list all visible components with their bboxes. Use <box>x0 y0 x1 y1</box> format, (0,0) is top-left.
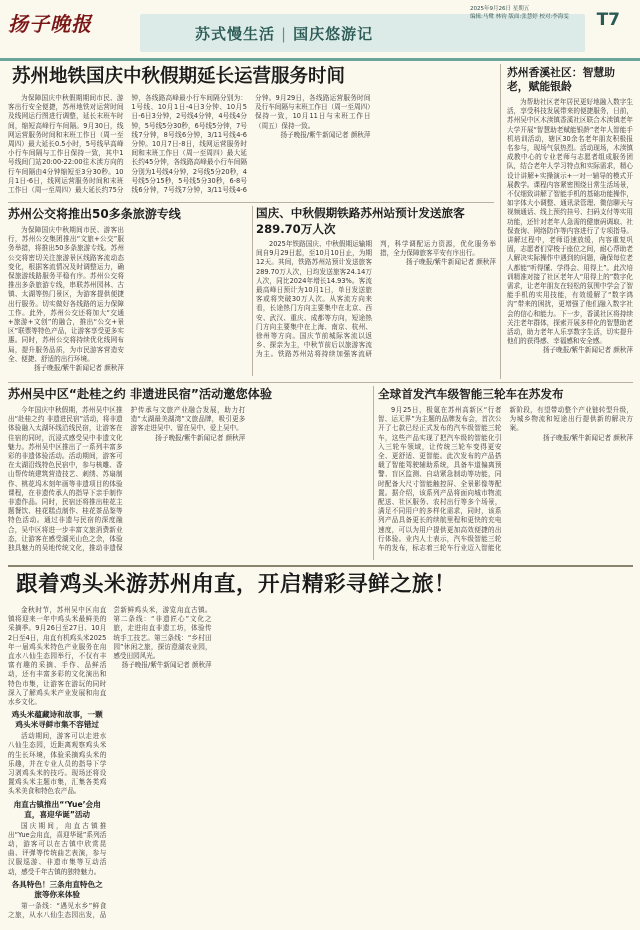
story-tricycle-body <box>378 406 633 560</box>
section-title <box>195 23 373 44</box>
story-bus-text: 为保障国庆中秋期间市民、游客出行，苏州公交集团推出“文旅+公交”服务举措，将推出50多条旅游专线。苏州公交将密切关注旅游景区线路客流动态变化，根据客流情况及时调整运力，确保旅游线路服务平稳有序。苏州公交将推出多条旅游专线，串联苏州园林、古镇、太湖等热门景区，为游客提供便捷出行服务。切实做好各线路的运力保障工作。此外，苏州公交还将加大“交通+旅游+文创”的融合，推出“公交+景区”联票等特色产品，让游客享受更多实惠。同时，苏州公交将持续优化线网布局，提升服务品质，为市民游客营造安全、便捷、舒适的出行环境。 <box>8 226 124 363</box>
story-feature-byline: 扬子晚报/紫牛新闻记者 颜秋萍 <box>121 661 212 670</box>
newspaper-logo: 扬子晚报 <box>8 12 92 36</box>
story-heritage-byline: 扬子晚报/紫牛新闻记者 颜秋萍 <box>155 433 246 442</box>
story-community-title: 苏州香溪社区：智慧助老，赋能银龄 <box>507 66 615 93</box>
subsection-name: 国庆悠游记 <box>293 25 374 43</box>
issue-date: 2025年9月26日 星期五 <box>470 6 530 12</box>
story-heritage-title: 苏州吴中区“赴桂之约 非遗进民宿”活动邀您体验 <box>8 387 273 401</box>
story-bus-title: 苏州公交将推出50多条旅游专线 <box>8 207 181 221</box>
page-header <box>0 0 640 58</box>
story-tricycle-text: 9月25日，极氪在苏州高新区“行者智、运无界”为主题的品牌发布会，首次公开了七款已经正式发布的汽车级智能三轮车，这些产品实现了把汽车级的智能化引入三轮车领域，让传统三轮车变得更安全、更舒适、更智能。此次发布的产品搭载了智能驾驶辅助系统，具备车道偏离预警、盲区监测、自动紧急制动等功能，同时配备大尺寸智能触控屏、全景影像等配置。据介绍，该系列产品将面向城市物流配送、社区服务、农村出行等多个场景，满足不同用户的多样化需求，同时，该系列产品具备更长的续航里程和更快的充电速度，可以为用户提供更加高效便捷的出行体验。业内人士表示，汽车级智能三轮车的发布，标志着三轮车行业迈入智能化新阶段，有望带动整个产业链转型升级，为城乡物流和短途出行提供新的解决方案。 <box>378 406 633 553</box>
story-feature-lead: 金秋时节，苏州吴中区甪直镇将迎来一年中鸡头米最鲜美的采摘季。9月26日至27日、10月2日至4日，甪直有机鸡头米2025年一届鸡头米特色产业服务在甪直水八仙生态园举行，不仅有丰富有趣的采摘、手作、品鲜活动，还有丰富多彩的文化演出和特色市集，让游客在游玩的同时深入了解鸡头米产业发展和甪直水乡文化。 <box>8 606 107 707</box>
story-bus-byline: 扬子晚报/紫牛新闻记者 颜秋萍 <box>33 364 124 373</box>
story-feature-text-1: 活动期间，游客可以走进水八仙生态园，近距离观察鸡头米的生长环境，体验采摘鸡头米的乐趣，并在专业人员的指导下学习剥鸡头米的技巧。现场还将设置鸡头米主题市集，汇集各类鸡头米美食和特色农产品。 <box>8 732 107 796</box>
story-bus-body <box>8 226 248 376</box>
column-divider <box>373 386 374 560</box>
story-feature-body <box>8 606 633 924</box>
story-feature-subhead-2: 甪直古镇推出“‘Yue’会甪直，喜迎华诞”活动 <box>13 799 101 819</box>
story-metro-byline: 扬子晚报/紫牛新闻记者 颜秋萍 <box>280 130 371 139</box>
story-railway-body <box>256 240 496 376</box>
story-community-byline: 扬子晚报/紫牛新闻记者 颜秋萍 <box>542 346 633 355</box>
story-railway-byline: 扬子晚报/紫牛新闻记者 颜秋萍 <box>405 258 496 267</box>
story-metro <box>8 64 494 200</box>
story-metro-title: 苏州地铁国庆中秋假期延长运营服务时间 <box>12 66 346 87</box>
story-feature-subhead-3: 各具特色！三条甪直特色之旅等你来体验 <box>11 879 103 899</box>
header-meta <box>470 5 570 21</box>
story-bus <box>8 206 248 378</box>
story-metro-text: 为保障国庆中秋假期期间市民、游客出行安全便捷，苏州地铁对运营时间及线网运行图进行调整，延长末班车时间，缩短高峰行车间隔。9月30日，线网运营服务时间和末班工作日（周一至周四）最大延长0.5小时，5号线早高峰小行车间隔与工作日保持一致，其中1号线间门站20:00-22:00往木渎方向的行车间隔由4分钟缩短至3分30秒。10月1日-6日，线网运营服务时间和末班工作日（周一至周四）最大延长约75分钟，各线路高峰最小行车间隔分别为：1号线、10月1日-4日3分钟、10月5日-6日3分钟，2号线4分钟，4号线4分钟，5号线5分30秒，6号线5分钟，7号线7分钟，8号线6分钟，3/11号线4-6分钟。10月7日-8日，线网运营服务时间和末班工作日（周一至周四）最大延长约45分钟，各线路高峰最小行车间隔分别为1号线4分钟，2号线5分20秒，4号线5分15秒，5号线5分30秒，6-8号线6分钟，7号线7分钟，3/11号线4-6分钟。9月29日，各线路运营服务时间及行车间隔与末班工作日（周一至周四）保持一致，10月11日与末班工作日（周五）保持一致。 <box>8 94 371 195</box>
story-community-body <box>507 98 633 378</box>
story-community-text: 为帮助社区老年居民更好地融入数字生活，享受科技发展带来的便捷服务，日前，苏州吴中区木渎镇香溪社区联合木渎镇老年大学开展“智慧助老赋能银龄”老年人智能手机培训活动，辖区30余名老年朋友积极报名参与，现场气氛热烈。活动现场，木渎镇成教中心的专业老师与志愿者组成服务团队，结合老年人学习特点和实际需求，精心设计讲解+实操演示+一对一辅导的模式开展教学。课程内容紧密围绕日常生活场景，不仅细致讲解了智能手机的基础功能操作，如字体大小调整、通讯录管理、微信聊天与视频通话、线上预约挂号、扫码支付等实用功能，还针对老年人急需的健康码调取、社保查询、网络防诈等内容进行了专项指导。讲解过程中，老师语速放缓，内容重复巩固，志愿者们穿梭于座位之间，耐心帮助老人解决实际操作中遇到的问题，确保每位老人都能“听得懂、学得会、用得上”。此次培训精准对接了社区老年人“用得上的”数字化需求，让老年朋友在轻松的氛围中学会了智能手机的实用技能，有效缓解了“数字鸿沟”带来的困扰，更增强了他们融入数字社会的信心和能力。下一步，香溪社区将持续关注老年群体，探索开展多样化的智慧助老活动，助力老年人乐享数字生活，切实提升他们的获得感、幸福感和安全感。 <box>507 98 633 346</box>
section-divider <box>8 382 633 383</box>
editor-credits: 编辑:马鹭 林钧 版面:张慧婷 校对:李海雯 <box>470 14 569 20</box>
story-heritage-text: 今年国庆中秋假期，苏州吴中区推出“赴桂之约 非遗进民宿”活动，将非遗体验融入太湖环线沿线民宿，让游客在住宿的同时，沉浸式感受吴中非遗文化魅力。苏州吴中区推出了一系列丰富多彩的非遗体验活动。活动期间，游客可在太湖沿线特色民宿中，参与核雕、香山帮传统建筑营造技艺、刺绣、苏扇制作、桃花坞木刻年画等非遗项目的体验课程，在非遗传承人的指导下亲手制作非遗作品。同时，民宿还将推出桂花主题餐饮、桂花糕点制作、桂花茶品鉴等特色活动。通过非遗与民宿的深度融合，吴中区将进一步丰富文旅消费新业态，让游客在感受湖光山色之余，体验独具魅力的吴地传统文化，推动非遗保护传承与文旅产业融合发展，助力打造“太湖最美湖湾”文旅品牌，吸引更多游客走进吴中、留在吴中、爱上吴中。 <box>8 406 246 553</box>
section-name: 苏式慢生活 <box>195 25 276 43</box>
section-divider <box>8 565 633 567</box>
header-rule <box>0 58 640 61</box>
page-number: T7 <box>596 10 620 30</box>
story-tricycle <box>378 386 633 562</box>
story-feature-subhead-1: 鸡头米蕴藏诗和故事，一颗鸡头米寻鲜市集不容错过 <box>11 710 103 730</box>
section-separator: | <box>281 25 288 43</box>
story-community <box>507 66 633 378</box>
story-tricycle-title: 全球首发汽车级智能三轮车在苏发布 <box>378 387 564 401</box>
story-tricycle-byline: 扬子晚报/紫牛新闻记者 颜秋萍 <box>542 433 633 442</box>
story-feature <box>8 570 633 924</box>
story-heritage <box>8 386 368 562</box>
story-railway-title: 国庆、中秋假期铁路苏州站预计发送旅客289.70万人次 <box>256 206 465 236</box>
story-metro-body <box>8 94 494 198</box>
story-feature-title: 跟着鸡头米游苏州甪直，开启精彩寻鲜之旅！ <box>16 572 457 597</box>
column-divider <box>500 64 501 379</box>
story-railway-text: 2025年铁路国庆、中秋假期运输期间自9月29日起，至10月10日止，为期12天。其间，铁路苏州站预计发送旅客289.70万人次，日均发送旅客24.14万人次，同比2024年增长14.93%。客流最高峰日预计为10月1日，单日发送旅客或将突破30万人次。从客流方向来看，长途热门方向主要集中在北京、西安、武汉、重庆、成都等方向，短途热门方向主要集中在上海、南京、杭州、徐州等方向。国庆节前城际客流以返乡、探亲为主，中秋节前后以旅游客流为主。铁路苏州站将持续加强客流研判，科学调配运力资源，优化服务举措，全力保障旅客平安有序出行。 <box>256 240 496 359</box>
column-divider <box>252 206 253 376</box>
story-feature-text-2: 国庆期间，甪直古镇推出“Yue会甪直，喜迎华诞”系列活动，游客可以在古镇中欣赏昆曲、评弹等传统曲艺表演，参与汉服巡游、非遗市集等互动活动，感受千年古镇的独特魅力。 <box>8 821 107 876</box>
section-divider <box>8 202 494 203</box>
story-railway <box>256 206 496 378</box>
story-feature-text-3: 第一条线：“遇见水乡”鲜食之旅，从水八仙生态园出发，品尝新鲜鸡头米，游览甪直古镇。第二条线：“非遗匠心”文化之旅，走进甪直非遗工坊，体验传统手工技艺。第三条线：“乡村田园”休闲之旅，探访澄湖农业园，感受田园风光。 <box>8 606 212 920</box>
story-heritage-body <box>8 406 368 560</box>
